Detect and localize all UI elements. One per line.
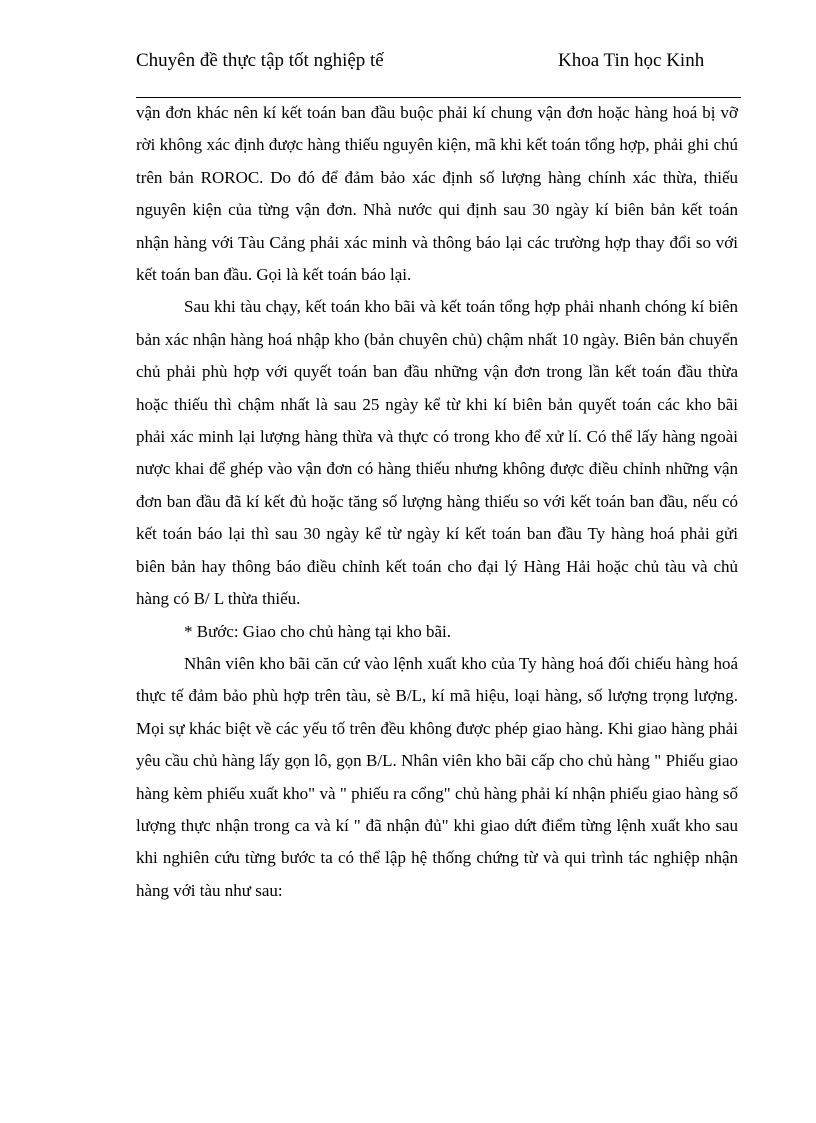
page-header bbox=[136, 50, 741, 100]
header-document-title: Chuyên đề thực tập tốt nghiệp tế bbox=[136, 50, 384, 71]
document-body bbox=[136, 97, 738, 907]
header-faculty-name: Khoa Tin học Kinh bbox=[558, 50, 705, 71]
paragraph-step-heading: * Bước: Giao cho chủ hàng tại kho bãi. bbox=[184, 621, 452, 641]
paragraph-after-departure: Sau khi tàu chạy, kết toán kho bãi và kết toán tổng hợp phải nhanh chóng kí biên bản xác nhận hàng hoá nhập kho (bản chuyên chủ) chậm nhất 10 ngày. Biên bản chuyển chủ phải phù hợp với quyết toán ban đầu những vận đơn trong lần kết toán đầu thừa hoặc thiếu thì chậm nhất là sau 25 ngày kể từ khi kí biên bản quyết toán các kho bãi phải xác minh lại lượng hàng thừa và thực có trong kho để xử lí. Có thể lấy hàng ngoài nược khai để ghép vào vận đơn có hàng thiếu nhưng không được điều chỉnh những vận đơn ban đầu đã kí kết đủ hoặc tăng số lượng hàng thiếu so với kết toán ban đầu, nếu có kết toán báo lại thì sau 30 ngày kể từ ngày kí kết toán ban đầu Ty hàng hoá phải gửi biên bản hay thông báo điều chỉnh kết toán cho đại lý Hàng Hải hoặc chủ tàu và chủ hàng có B/ L thừa thiếu. bbox=[136, 297, 738, 609]
paragraph-warehouse-delivery: Nhân viên kho bãi căn cứ vào lệnh xuất kho của Ty hàng hoá đối chiếu hàng hoá thực tế đảm bảo phù hợp trên tàu, sè B/L, kí mã hiệu, loại hàng, số lượng trọng lượng. Mọi sự khác biệt về các yếu tố trên đều không được phép giao hàng. Khi giao hàng phải yêu cầu chủ hàng lấy gọn lô, gọn B/L. Nhân viên kho bãi cấp cho chủ hàng " Phiếu giao hàng kèm phiếu xuất kho" và " phiếu ra cổng" chủ hàng phải kí nhận phiếu giao hàng số lượng thực nhận trong ca và kí " đã nhận đủ" khi giao dứt điểm từng lệnh xuất kho sau khi nghiên cứu từng bước ta có thể lập hệ thống chứng từ và qui trình tác nghiệp nhận hàng với tàu như sau: bbox=[136, 653, 738, 900]
paragraph-continuation: vận đơn khác nên kí kết toán ban đầu buộc phải kí chung vận đơn hoặc hàng hoá bị vỡ rời không xác định được hàng thiếu nguyên kiện, mã khi kết toán tổng hợp, phải ghi chú trên bản ROROC. Do đó để đảm bảo xác định số lượng hàng chính xác thừa, thiếu nguyên kiện của từng vận đơn. Nhà nước qui định sau 30 ngày kí biên bản kết toán nhận hàng với Tàu Cảng phải xác minh và thông báo lại các trường hợp thay đổi so với kết toán ban đầu. Gọi là kết toán báo lại. bbox=[136, 103, 738, 285]
